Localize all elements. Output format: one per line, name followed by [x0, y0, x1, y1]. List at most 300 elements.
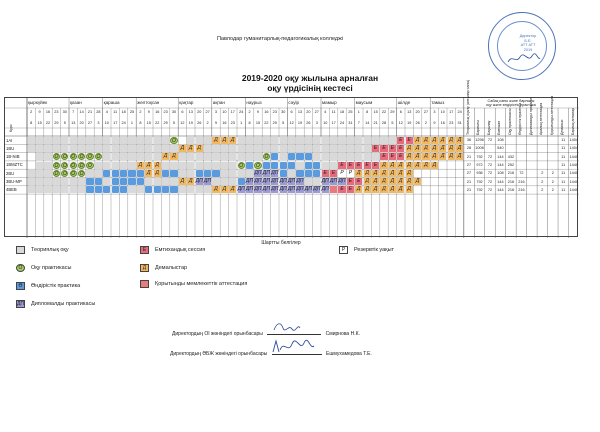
- schedule-cell-theory: [280, 137, 287, 144]
- schedule-cell-industrial: [296, 153, 303, 160]
- schedule-cell-theory: [112, 145, 119, 152]
- schedule-cell-vacation: Д: [155, 169, 159, 176]
- schedule-cell-practice: О: [71, 154, 76, 161]
- schedule-cell-industrial: [305, 162, 312, 169]
- month-label: ақпан: [212, 100, 225, 105]
- summary-value: 936: [476, 171, 483, 176]
- legend-swatch: [16, 246, 25, 254]
- schedule-cell-theory: [44, 145, 51, 152]
- summary-column-header: Теориялық оқыту (апталар саны): [465, 79, 470, 135]
- summary-value: 108: [497, 138, 504, 142]
- schedule-cell-practice: О: [239, 162, 244, 169]
- schedule-cell-diploma: ДП: [254, 178, 262, 185]
- week-end: 2: [424, 121, 428, 125]
- schedule-cell-diploma: ДП: [254, 169, 262, 176]
- week-end: 23: [449, 121, 454, 125]
- schedule-cell-industrial: [145, 186, 152, 193]
- schedule-cell-vacation: Д: [180, 178, 185, 185]
- week-end: 19: [188, 121, 193, 125]
- schedule-cell-practice: О: [71, 162, 76, 169]
- month-label: қыркүйек: [28, 100, 48, 105]
- week-start: 14: [79, 110, 84, 114]
- schedule-cell-theory: [296, 162, 303, 169]
- schedule-cell-theory: [288, 145, 295, 152]
- week-end: 26: [306, 121, 311, 125]
- schedule-cell-vacation: Д: [432, 144, 437, 151]
- schedule-cell-diploma: ДП: [338, 178, 346, 185]
- week-start: 17: [449, 110, 454, 114]
- schedule-cell-theory: [330, 145, 337, 152]
- schedule-cell-industrial: [238, 178, 245, 185]
- summary-value: 144: [497, 154, 504, 159]
- schedule-cell-practice: О: [71, 170, 76, 177]
- schedule-cell-theory: [246, 137, 253, 144]
- stamp-line: 2019: [523, 47, 533, 52]
- summary-value: 2: [551, 171, 554, 176]
- schedule-cell-industrial: [212, 170, 219, 177]
- schedule-cell-theory: [103, 137, 110, 144]
- schedule-cell-theory: [61, 186, 68, 193]
- week-end: 1: [130, 121, 134, 125]
- schedule-cell-theory: [372, 137, 379, 144]
- schedule-cell-theory: [137, 153, 144, 160]
- schedule-cell-practice: О: [62, 162, 67, 169]
- week-end: 23: [230, 121, 235, 125]
- summary-value: 1008: [475, 146, 484, 151]
- document-title: [225, 73, 395, 93]
- schedule-cell-theory: [70, 145, 77, 152]
- schedule-cell-vacation: Д: [457, 153, 462, 160]
- week-start: 23: [272, 110, 277, 114]
- summary-value: 792: [476, 154, 483, 159]
- schedule-cell-theory: [170, 162, 177, 169]
- schedule-cell-vacation: Д: [407, 153, 411, 160]
- summary-value: 216: [507, 171, 515, 176]
- week-start: 8: [366, 110, 369, 114]
- summary-value: 2: [541, 171, 544, 176]
- summary-value: 216: [518, 187, 525, 192]
- legend-item-practice: [16, 264, 71, 272]
- week-end: 12: [289, 121, 294, 125]
- schedule-cell-vacation: Д: [407, 169, 411, 176]
- signature-line-1: [172, 331, 360, 337]
- schedule-cell-theory: [36, 178, 43, 185]
- week-start: 30: [171, 110, 177, 114]
- week-end: 14: [365, 121, 370, 125]
- schedule-cell-theory: [78, 145, 85, 152]
- summary-value: 1440: [569, 171, 578, 176]
- schedule-cell-vacation: Д: [365, 178, 369, 185]
- schedule-cell-diploma: ДП: [246, 178, 254, 185]
- schedule-cell-industrial: [103, 186, 110, 193]
- week-end: 17: [113, 121, 118, 125]
- schedule-cell-industrial: [288, 153, 295, 160]
- schedule-cell-theory: [70, 137, 77, 144]
- week-end: 9: [433, 121, 436, 125]
- schedule-cell-theory: [322, 153, 329, 160]
- schedule-cell-theory: [229, 170, 236, 177]
- schedule-cell-theory: [338, 145, 345, 152]
- schedule-cell-theory: [263, 137, 270, 144]
- week-start: 10: [222, 110, 227, 114]
- practice-group-header: Сабақ саны және барлығы оқу және өндірістік практика: [486, 99, 536, 108]
- schedule-cell-exam: Е: [364, 162, 371, 169]
- schedule-cell-theory: [154, 137, 161, 144]
- schedule-cell-theory: [103, 153, 110, 160]
- signature-1-name: Смирнова Н.К.: [325, 331, 360, 337]
- schedule-cell-theory: [221, 170, 228, 177]
- schedule-cell-theory: [145, 137, 152, 144]
- schedule-cell-vacation: Д: [147, 161, 151, 168]
- course-row-label: 4BEB: [6, 187, 17, 193]
- schedule-cell-theory: [305, 145, 312, 152]
- schedule-cell-reserve: Р: [347, 170, 354, 177]
- week-end: 31: [348, 121, 353, 125]
- schedule-cell-theory: [28, 137, 35, 144]
- week-start: 20: [415, 110, 420, 114]
- schedule-cell-industrial: [296, 170, 303, 177]
- schedule-cell-theory: [364, 137, 371, 144]
- schedule-cell-theory: [120, 145, 127, 152]
- schedule-cell-theory: [36, 170, 43, 177]
- schedule-cell-vacation: Д: [415, 161, 420, 168]
- week-start: 15: [373, 110, 378, 114]
- schedule-cell-theory: [162, 145, 169, 152]
- schedule-cell-exam: Е: [338, 162, 345, 169]
- schedule-cell-theory: [112, 137, 119, 144]
- schedule-cell-vacation: Д: [138, 161, 143, 168]
- schedule-cell-practice: О: [54, 162, 59, 169]
- week-end: 5: [391, 121, 394, 125]
- schedule-cell-diploma: ДП: [195, 178, 203, 185]
- schedule-cell-diploma: ДП: [246, 186, 254, 193]
- signature-2-scrawl: [270, 338, 316, 356]
- schedule-cell-diploma: ДП: [271, 169, 279, 176]
- signature-2-label: Директордың ӘБЖ жөніндегі орынбасары: [170, 351, 268, 357]
- schedule-cell-theory: [187, 137, 194, 144]
- schedule-cell-industrial: [280, 170, 287, 177]
- signature-2-name: Ешмухамедова Т.Е.: [326, 351, 372, 357]
- week-start: 9: [38, 110, 41, 114]
- week-end: 5: [282, 121, 285, 125]
- schedule-cell-exam: Е: [397, 153, 404, 160]
- legend-item-reserve: [339, 246, 394, 254]
- month-label: қазан: [70, 100, 82, 105]
- week-end: 27: [87, 121, 93, 125]
- legend-label: Оқу практикасы: [31, 265, 72, 271]
- schedule-cell-vacation: Д: [424, 161, 428, 168]
- course-row-label: 1AI: [6, 137, 13, 143]
- schedule-cell-theory: [53, 145, 60, 152]
- schedule-cell-industrial: [305, 170, 312, 177]
- schedule-cell-theory: [170, 145, 177, 152]
- schedule-cell-theory: [36, 162, 43, 169]
- schedule-cell-theory: [128, 137, 135, 144]
- schedule-cell-theory: [44, 178, 51, 185]
- schedule-cell-theory: [313, 153, 320, 160]
- week-start: 18: [121, 110, 126, 114]
- schedule-cell-theory: [338, 153, 345, 160]
- schedule-cell-theory: [154, 178, 161, 185]
- schedule-cell-vacation: Д: [390, 161, 395, 168]
- week-start: 16: [264, 110, 269, 114]
- schedule-cell-vacation: Д: [189, 144, 193, 151]
- schedule-cell-theory: [313, 178, 320, 185]
- schedule-cell-exam: Е: [347, 178, 354, 185]
- schedule-cell-industrial: [196, 170, 203, 177]
- schedule-cell-theory: [212, 162, 219, 169]
- schedule-cell-theory: [78, 137, 85, 144]
- schedule-cell-exam: Е: [330, 170, 337, 177]
- schedule-cell-diploma: ДП: [296, 178, 304, 185]
- schedule-cell-industrial: [128, 170, 135, 177]
- schedule-cell-theory: [347, 145, 354, 152]
- summary-value: 21: [466, 179, 472, 184]
- week-start: 21: [87, 110, 93, 114]
- schedule-cell-diploma: ДП: [296, 186, 304, 193]
- schedule-cell-theory: [204, 153, 211, 160]
- schedule-cell-vacation: Д: [382, 169, 386, 176]
- summary-value: 972: [476, 162, 483, 167]
- schedule-cell-vacation: Д: [373, 178, 378, 185]
- schedule-cell-theory: [238, 170, 245, 177]
- schedule-cell-industrial: [86, 178, 93, 185]
- schedule-cell-theory: [86, 137, 93, 144]
- schedule-cell-vacation: Д: [399, 178, 403, 185]
- schedule-cell-theory: [296, 137, 303, 144]
- week-start: 25: [348, 110, 353, 114]
- schedule-cell-theory: [78, 186, 85, 193]
- schedule-cell-diploma: ДП: [321, 186, 329, 193]
- schedule-cell-diploma: ДП: [313, 186, 321, 193]
- schedule-cell-vacation: Д: [155, 161, 159, 168]
- week-end: 19: [407, 121, 412, 125]
- schedule-cell-theory: [254, 137, 261, 144]
- legend-item-theory: [16, 246, 69, 254]
- schedule-cell-theory: [179, 153, 186, 160]
- week-start: 24: [239, 110, 244, 114]
- schedule-cell-exam: Е: [355, 178, 362, 185]
- summary-value: 11: [561, 146, 566, 151]
- schedule-cell-theory: [120, 153, 127, 160]
- legend-swatch: [140, 280, 149, 288]
- schedule-cell-theory: [221, 178, 228, 185]
- week-end: 22: [155, 121, 160, 125]
- schedule-cell-industrial: [162, 186, 169, 193]
- schedule-cell-industrial: [271, 162, 278, 169]
- month-label: қараша: [103, 100, 120, 105]
- signature-1-label: Директордың ОІ жөніндегі орынбасары: [172, 331, 263, 337]
- summary-column-header: Емтихан: [497, 120, 502, 135]
- summary-value: 11: [561, 187, 566, 192]
- summary-value: 792: [476, 187, 483, 192]
- schedule-cell-industrial: [120, 178, 127, 185]
- schedule-cell-industrial: [280, 162, 287, 169]
- schedule-cell-theory: [229, 178, 236, 185]
- summary-value: 1440: [569, 162, 578, 167]
- week-start: 4: [324, 110, 327, 114]
- summary-value: 216: [507, 179, 515, 184]
- schedule-cell-diploma: ДП: [321, 178, 329, 185]
- schedule-cell-industrial: [95, 186, 102, 193]
- schedule-cell-theory: [322, 162, 329, 169]
- week-start: 28: [96, 110, 101, 114]
- schedule-cell-vacation: Д: [231, 186, 235, 193]
- schedule-cell-vacation: Д: [163, 153, 168, 160]
- schedule-cell-vacation: Д: [424, 136, 428, 143]
- schedule-cell-exam: Е: [347, 186, 354, 193]
- schedule-cell-vacation: Д: [449, 136, 453, 143]
- schedule-cell-theory: [364, 145, 371, 152]
- summary-value: 1440: [569, 179, 578, 184]
- week-end: 15: [146, 121, 151, 125]
- schedule-cell-theory: [212, 153, 219, 160]
- schedule-cell-industrial: [313, 162, 320, 169]
- schedule-cell-vacation: Д: [357, 169, 361, 176]
- schedule-cell-vacation: Д: [390, 186, 395, 193]
- course-row-label: 1B-NIB: [6, 154, 20, 160]
- schedule-cell-theory: [95, 170, 102, 177]
- schedule-cell-theory: [288, 170, 295, 177]
- schedule-cell-industrial: [271, 153, 278, 160]
- schedule-cell-practice: О: [54, 154, 59, 161]
- legend-swatch: Д: [140, 264, 149, 272]
- schedule-cell-industrial: [246, 162, 253, 169]
- week-end: 8: [248, 121, 251, 125]
- schedule-cell-reserve: Р: [338, 170, 345, 177]
- schedule-cell-theory: [254, 153, 261, 160]
- schedule-cell-vacation: Д: [197, 144, 201, 151]
- schedule-cell-theory: [128, 153, 135, 160]
- schedule-cell-theory: [128, 145, 135, 152]
- schedule-cell-vacation: Д: [365, 169, 369, 176]
- schedule-cell-vacation: Д: [390, 178, 395, 185]
- schedule-cell-theory: [61, 178, 68, 185]
- schedule-cell-vacation: Д: [432, 153, 437, 160]
- schedule-cell-theory: [238, 145, 245, 152]
- schedule-cell-diploma: ДП: [237, 186, 245, 193]
- schedule-cell-practice: О: [88, 154, 92, 161]
- week-end: 3: [97, 121, 100, 125]
- schedule-cell-theory: [364, 153, 371, 160]
- schedule-cell-theory: [44, 153, 51, 160]
- summary-column-header: Оқу практикасы: [507, 108, 512, 135]
- schedule-cell-theory: [179, 186, 186, 193]
- summary-value: 72: [519, 171, 524, 176]
- schedule-cell-theory: [36, 145, 43, 152]
- schedule-cell-diploma: ДП: [279, 186, 287, 193]
- summary-value: 11: [561, 179, 566, 184]
- schedule-cell-vacation: Д: [180, 144, 185, 151]
- legend-item-industrial: [16, 282, 80, 290]
- schedule-cell-theory: [86, 170, 93, 177]
- schedule-cell-theory: [271, 145, 278, 152]
- schedule-cell-vacation: Д: [189, 178, 193, 185]
- schedule-cell-exam: Е: [380, 153, 387, 160]
- week-start: 6: [399, 110, 402, 114]
- schedule-cell-industrial: [162, 170, 169, 177]
- schedule-cell-exam: Е: [397, 145, 404, 152]
- summary-value: 144: [497, 187, 504, 192]
- schedule-cell-theory: [70, 186, 77, 193]
- schedule-cell-theory: [103, 145, 110, 152]
- week-start: 20: [306, 110, 311, 114]
- schedule-cell-theory: [187, 186, 194, 193]
- schedule-cell-theory: [86, 145, 93, 152]
- week-start: 1: [357, 110, 360, 114]
- legend-swatch: ДП: [17, 301, 24, 307]
- schedule-cell-theory: [196, 153, 203, 160]
- schedule-cell-practice: О: [62, 154, 67, 161]
- schedule-cell-attestation: [330, 186, 337, 193]
- schedule-cell-exam: Е: [397, 137, 404, 144]
- schedule-cell-theory: [162, 178, 169, 185]
- schedule-cell-theory: [53, 178, 60, 185]
- schedule-cell-theory: [162, 137, 169, 144]
- schedule-cell-theory: [187, 162, 194, 169]
- week-start: 27: [423, 110, 429, 114]
- summary-value: 792: [476, 179, 483, 184]
- schedule-cell-theory: [263, 145, 270, 152]
- week-end: 8: [30, 121, 33, 125]
- summary-column-header: Өндірістік практика: [518, 102, 523, 135]
- schedule-cell-vacation: Д: [407, 186, 411, 193]
- week-end: 16: [440, 121, 445, 125]
- schedule-cell-diploma: ДП: [288, 178, 296, 185]
- course-row-label: 1BMZTC: [6, 162, 23, 168]
- course-row-label: 2BU: [6, 170, 15, 176]
- schedule-cell-theory: [95, 145, 102, 152]
- summary-column-header: Бақылау: [486, 120, 491, 135]
- schedule-cell-theory: [338, 137, 345, 144]
- schedule-cell-theory: [204, 162, 211, 169]
- schedule-cell-diploma: ДП: [271, 186, 279, 193]
- schedule-cell-theory: [44, 186, 51, 193]
- schedule-cell-theory: [179, 162, 186, 169]
- week-start: 23: [54, 110, 59, 114]
- schedule-cell-industrial: [112, 170, 119, 177]
- summary-value: 72: [487, 154, 493, 159]
- stamp-text: [500, 34, 556, 52]
- summary-value: 1404: [569, 138, 578, 142]
- week-start: 13: [188, 110, 193, 114]
- summary-value: 216: [518, 179, 525, 184]
- schedule-cell-industrial: [170, 186, 177, 193]
- schedule-cell-theory: [296, 145, 303, 152]
- schedule-cell-vacation: Д: [373, 169, 378, 176]
- schedule-cell-vacation: Д: [399, 161, 403, 168]
- schedule-cell-industrial: [120, 170, 127, 177]
- schedule-cell-theory: [221, 153, 228, 160]
- week-start: 2: [30, 110, 33, 114]
- week-end: 3: [315, 121, 318, 125]
- schedule-cell-theory: [305, 178, 312, 185]
- schedule-cell-theory: [380, 137, 387, 144]
- legend-label: Қорытынды мемлекеттік аттестация: [155, 281, 248, 287]
- schedule-cell-theory: [246, 170, 253, 177]
- schedule-cell-theory: [61, 145, 68, 152]
- summary-value: 11: [561, 154, 566, 159]
- schedule-cell-vacation: Д: [214, 186, 218, 193]
- schedule-cell-theory: [154, 153, 161, 160]
- schedule-cell-theory: [313, 145, 320, 152]
- schedule-cell-theory: [238, 137, 245, 144]
- legend-label: Емтихандық сессия: [155, 247, 206, 253]
- schedule-cell-practice: О: [264, 154, 269, 161]
- schedule-cell-theory: [36, 186, 43, 193]
- week-start: 13: [407, 110, 412, 114]
- schedule-cell-diploma: ДП: [262, 178, 270, 185]
